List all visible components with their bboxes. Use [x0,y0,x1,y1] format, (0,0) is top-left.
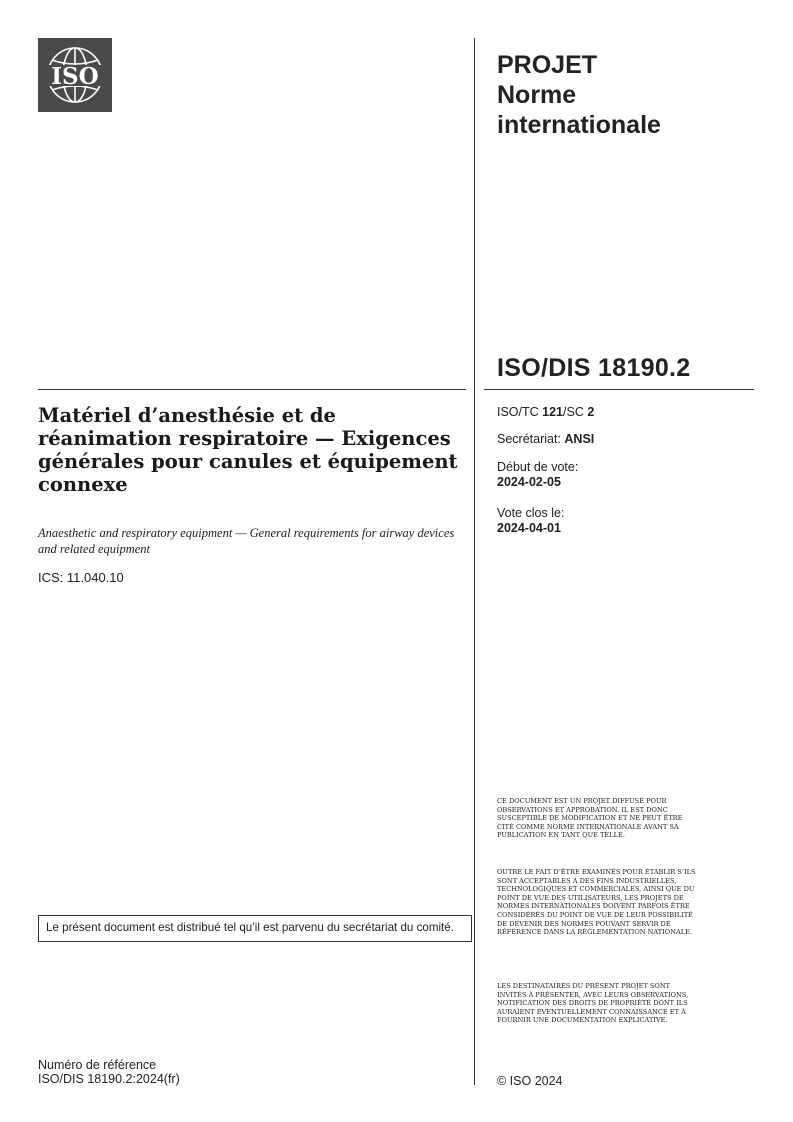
secretariat-label: Secrétariat: [497,432,565,446]
reference-number [38,1058,180,1086]
svg-text:ISO: ISO [51,63,99,90]
disclaimer-paragraph-3: LES DESTINATAIRES DU PRÉSENT PROJET SONT INVITÉS À PRÉSENTER, AVEC LEURS OBSERVATIONS, NOTIFICATION DES DROITS DE PROPRIÉTÉ DONT ILS AURAIENT ÉVENTUELLEMENT CONNAISSANCE ET À FOURNIR UNE DOCUMENTATION EXPLICATIVE. [497,982,689,1025]
copyright: © ISO 2024 [497,1074,563,1088]
secretariat-value: ANSI [564,432,595,446]
iso-logo [38,38,112,112]
french-title: Matériel d’anesthésie et de réanimation respiratoire — Exigences générales pour canules et équipement connexe [38,404,458,496]
vote-end [497,506,564,536]
english-title: Anaesthetic and respiratory equipment — General requirements for airway devices and related equipment [38,526,455,556]
distribution-notice: Le présent document est distribué tel qu’il est parvenu du secrétariat du comité. [38,915,472,942]
horizontal-rule-right [484,389,754,390]
committee-line [497,405,594,420]
sc-prefix: /SC [563,405,588,419]
vote-start-label: Début de vote: [497,460,579,474]
iso-globe-icon [38,38,112,112]
ics-code: ICS: 11.040.10 [38,570,124,585]
document-type-heading [497,50,661,140]
heading-line-norme: Norme [497,81,577,109]
heading-line-projet: PROJET [497,51,598,79]
document-reference-title: ISO/DIS 18190.2 [497,354,691,382]
vote-start-date: 2024-02-05 [497,475,561,489]
secretariat-line [497,432,594,447]
heading-line-internationale: internationale [497,111,661,139]
disclaimer-paragraph-1: CE DOCUMENT EST UN PROJET DIFFUSÉ POUR OBSERVATIONS ET APPROBATION. IL EST DONC SUSCEPTIBLE DE MODIFICATION ET NE PEUT ÊTRE CITÉ COMME NORME INTERNATIONALE AVANT SA PUBLICATION EN TANT QUE TELLE. [497,797,683,840]
column-divider [474,38,475,1085]
vote-end-date: 2024-04-01 [497,521,561,535]
sc-number: 2 [587,405,595,419]
horizontal-rule-left [38,389,466,390]
disclaimer-paragraph-2: OUTRE LE FAIT D’ÊTRE EXAMINÉS POUR ÉTABLIR S’ILS SONT ACCEPTABLES À DES FINS INDUSTRIELLES, TECHNOLOGIQUES ET COMMERCIALES, AINSI QUE DU POINT DE VUE DES UTILISATEURS, LES PROJETS DE NORMES INTERNATIONALES DOIVENT PARFOIS ÊTRE CONSIDÉRÉS DU POINT DE VUE DE LEUR POSSIBILITÉ DE DEVENIR DES NORMES POUVANT SERVIR DE RÉFÉRENCE DANS LA RÉGLEMENTATION NATIONALE. [497,868,696,937]
tc-number: 121 [542,405,564,419]
tc-prefix: ISO/TC [497,405,543,419]
vote-end-label: Vote clos le: [497,506,565,520]
reference-number-label: Numéro de référence [38,1058,157,1072]
reference-number-value: ISO/DIS 18190.2:2024(fr) [38,1072,180,1086]
vote-start [497,460,578,490]
